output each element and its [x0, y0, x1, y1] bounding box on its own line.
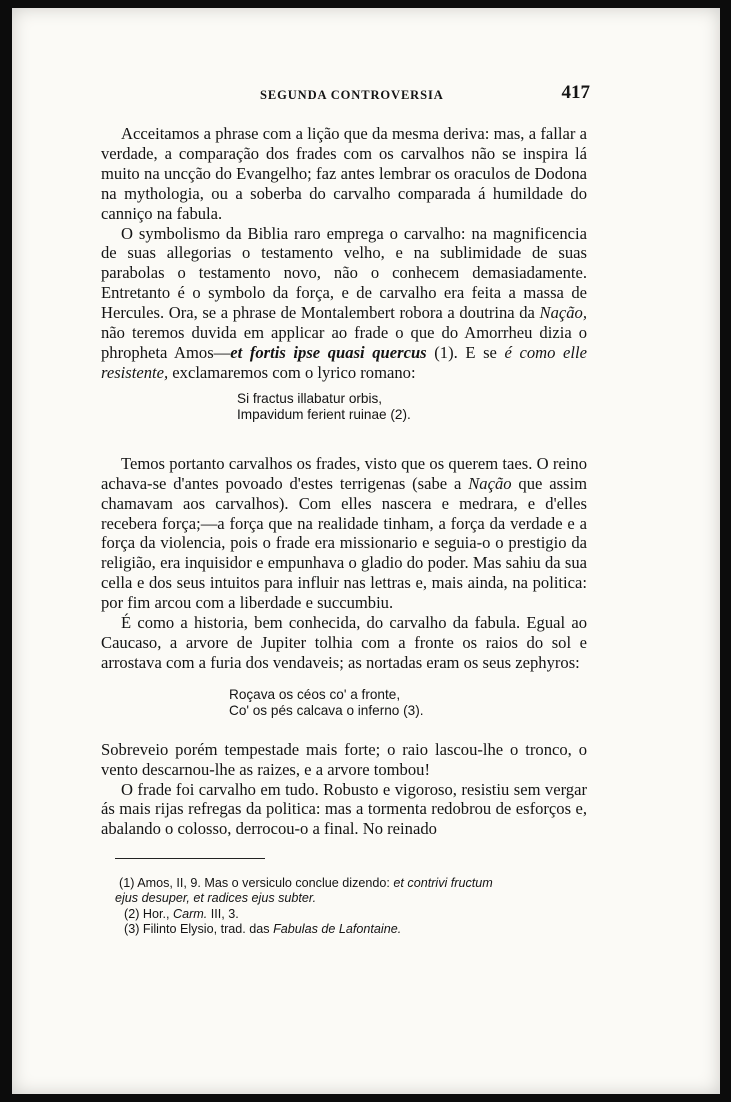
footnote-1: (1) Amos, II, 9. Mas o versiculo conclue dizendo: et contrivi fructum	[119, 876, 493, 890]
paragraph-5: Sobreveio porém tempestade mais forte; o raio lascou-lhe o tronco, o vento descarnou-lhe as raizes, e a arvore tombou!	[101, 739, 587, 779]
paragraph-1: Acceitamos a phrase com a lição que da mesma deriva: mas, a fallar a verdade, a comparação dos frades com os carvalhos não se inspira lá muito na uncção do Evangelho; faz antes lembrar os oraculos de Dodona na mythologia, ou a soberba do carvalho comparada á humildade do canniço na fabula.	[101, 124, 587, 223]
footnote-divider	[115, 858, 265, 859]
footnotes	[115, 876, 585, 938]
verse-filinto	[229, 687, 587, 720]
page-number: 417	[561, 82, 590, 103]
page-header	[100, 80, 590, 110]
running-title: SEGUNDA CONTROVERSIA	[260, 88, 444, 102]
footnote-1-continued: ejus desuper, et radices ejus subter.	[115, 891, 317, 906]
paragraph-2: O symbolismo da Biblia raro emprega o carvalho: na magnificencia de suas allegorias o testamento velho, e na sublimidade de suas parabolas o testamento novo, não o conhecem demasiadamente. Entretanto é o symbolo da força, e de carvalho era feita a massa de Hercules. Ora, se a phrase de Montalembert robora a doutrina da Nação, não teremos duvida em applicar ao frade o que do Amorrheu dizia o phropheta Amos—et fortis ipse quasi quercus (1). E se é como elle resistente, exclamaremos com o lyrico romano:	[101, 223, 587, 382]
verse-line: Roçava os céos co' a fronte,	[229, 686, 401, 702]
verse-line: Impavidum ferient ruinae (2).	[237, 407, 411, 423]
footnote-2: (2) Hor., Carm. III, 3.	[124, 906, 239, 921]
paragraph-3: Temos portanto carvalhos os frades, visto que os querem taes. O reino achava-se d'antes povoado d'estes terrigenas (sabe a Nação que assim chamavam aos carvalhos). Com elles nascera e medrara, e d'elles recebera força;—a força que na realidade tinham, a força da verdade e a força da violencia, pois o frade era missionario e seguia-o o prestigio da religião, era inquisidor e empunhava o gladio do poder. Mas sahiu da sua cella e dos seus intuitos para influir nas lettras e, mais ainda, na politica: por fim arcou com a liberdade e succumbiu.	[101, 453, 587, 613]
footnote-3: (3) Filinto Elysio, trad. das Fabulas de Lafontaine.	[124, 922, 402, 937]
body-text	[101, 124, 587, 839]
paragraph-6: O frade foi carvalho em tudo. Robusto e vigoroso, resistiu sem vergar ás mais rijas refregas da politica: mas a tormenta redobrou de esforços e, abalando o colosso, derrocou-o a final. No reinado	[101, 779, 587, 839]
verse-line: Co' os pés calcava o inferno (3).	[229, 703, 424, 719]
paragraph-4: É como a historia, bem conhecida, do carvalho da fabula. Egual ao Caucaso, a arvore de Jupiter tolhia com a fronte os raios do sol e arrostava com a furia dos vendaveis; as nortadas eram os seus zephyros:	[101, 613, 587, 672]
verse-line: Si fractus illabatur orbis,	[237, 390, 383, 406]
verse-horace	[237, 391, 587, 424]
